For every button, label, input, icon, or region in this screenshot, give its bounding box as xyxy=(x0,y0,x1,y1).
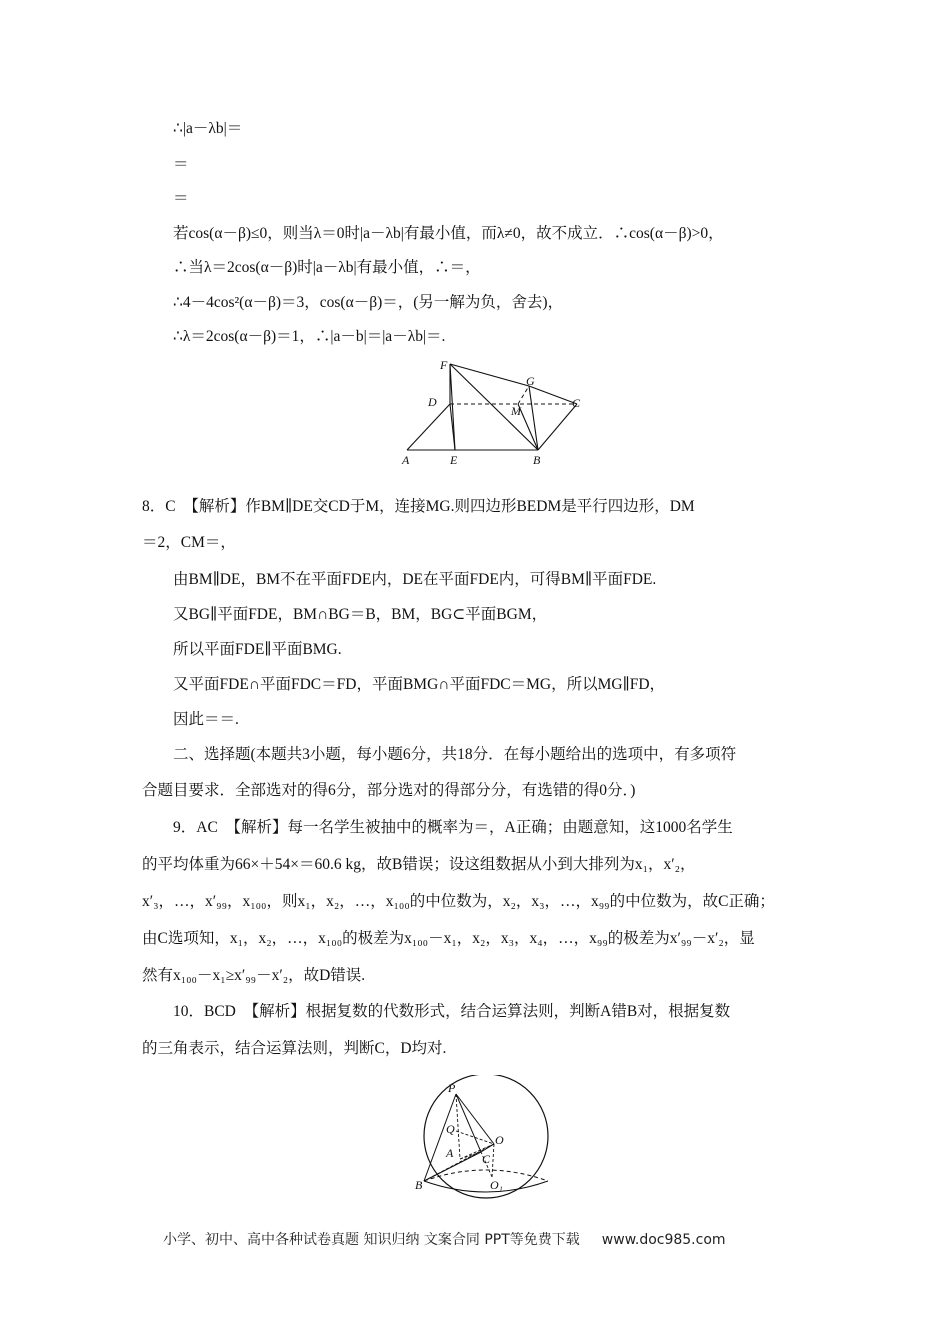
line-19: x′₃，…，x′₉₉，x₁₀₀，则x₁，x₂，…，x₁₀₀的中位数为，x₂，x₃，…，x₉₉的中位数为，故C正确； xyxy=(142,893,775,910)
label-F: F xyxy=(440,358,448,372)
line-9: ＝2，CM＝， xyxy=(142,534,236,551)
footer xyxy=(163,1229,726,1249)
label-Q: Q xyxy=(446,1122,455,1136)
line-14: 因此＝＝. xyxy=(173,711,239,728)
label-A: A xyxy=(446,1146,454,1160)
line-1: ∴|a－λb|＝ xyxy=(173,120,243,137)
figure-prism xyxy=(395,356,595,468)
line-10: 由BM∥DE，BM不在平面FDE内，DE在平面FDE内，可得BM∥平面FDE. xyxy=(173,571,657,588)
label-D: D xyxy=(428,395,437,409)
line-6: ∴4－4cos²(α－β)＝3，cos(α－β)＝，(另一解为负，舍去)， xyxy=(173,294,564,311)
label-P: P xyxy=(448,1081,456,1095)
line-18: 的平均体重为66×＋54×＝60.6 kg，故B错误；设这组数据从小到大排列为x₁，x′₂， xyxy=(142,856,696,873)
label-C: C xyxy=(482,1152,491,1166)
line-16: 合题目要求．全部选对的得6分，部分选对的得部分分，有选错的得0分．) xyxy=(142,782,636,799)
line-2: ＝ xyxy=(173,156,189,173)
line-5: ∴当λ＝2cos(α－β)时|a－λb|有最小值，∴＝， xyxy=(173,259,481,276)
label-E: E xyxy=(450,453,458,467)
label-B: B xyxy=(533,453,541,467)
line-21: 然有x₁₀₀－x₁≥x′₉₉－x′₂，故D错误. xyxy=(142,967,366,984)
line-11: 又BG∥平面FDE，BM∩BG＝B，BM，BG⊂平面BGM， xyxy=(173,606,548,623)
label-A: A xyxy=(402,453,410,467)
label-M: M xyxy=(511,404,521,418)
figure-sphere xyxy=(408,1075,568,1199)
line-12: 所以平面FDE∥平面BMG. xyxy=(173,641,342,658)
label-O: O xyxy=(495,1133,504,1147)
line-23: 的三角表示，结合运算法则，判断C，D均对. xyxy=(142,1040,447,1057)
line-7: ∴λ＝2cos(α－β)＝1，∴|a－b|＝|a－λb|＝. xyxy=(173,328,446,345)
line-20: 由C选项知，x₁，x₂，…，x₁₀₀的极差为x₁₀₀－x₁，x₂，x₃，x₄，…，x₉₉的极差为x′₉₉－x′₂，显 xyxy=(142,930,755,947)
line-4: 若cos(α－β)≤0，则当λ＝0时|a－λb|有最小值，而λ≠0，故不成立．∴cos(α－β)>0， xyxy=(173,225,724,242)
label-C: C xyxy=(572,396,581,410)
line-13: 又平面FDE∩平面FDC＝FD，平面BMG∩平面FDC＝MG，所以MG∥FD， xyxy=(173,676,666,693)
label-G: G xyxy=(526,374,535,388)
line-3: ＝ xyxy=(173,190,189,207)
line-8: 8．C 【解析】作BM∥DE交CD于M，连接MG.则四边形BEDM是平行四边形，DM xyxy=(142,498,695,515)
label-O1: O₁ xyxy=(490,1178,503,1192)
line-17: 9．AC 【解析】每一名学生被抽中的概率为＝，A正确；由题意知，这1000名学生 xyxy=(173,819,733,836)
label-B: B xyxy=(415,1178,423,1192)
line-15: 二、选择题(本题共3小题，每小题6分，共18分．在每小题给出的选项中，有多项符 xyxy=(173,746,737,763)
footer-text: 小学、初中、高中各种试卷真题 知识归纳 文案合同 PPT等免费下载 xyxy=(163,1232,580,1248)
line-22: 10．BCD 【解析】根据复数的代数形式，结合运算法则，判断A错B对，根据复数 xyxy=(173,1003,731,1020)
footer-url[interactable]: www.doc985.com xyxy=(601,1232,726,1248)
